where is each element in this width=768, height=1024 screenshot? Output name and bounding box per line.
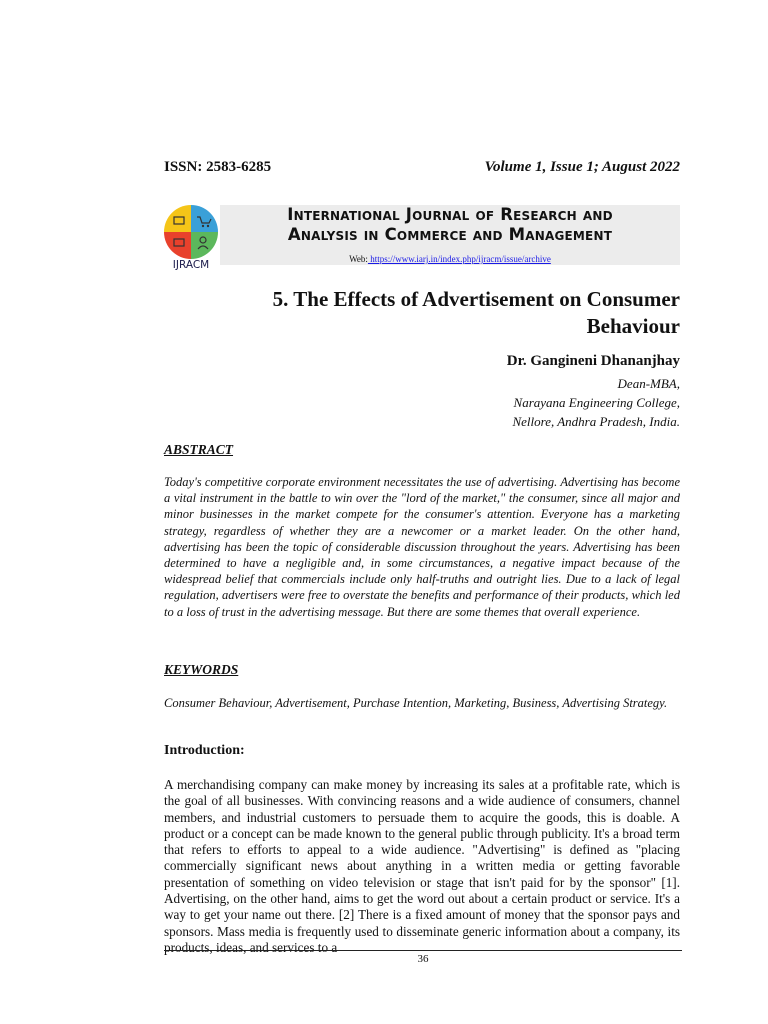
paper-title: 5. The Effects of Advertisement on Consumer Behaviour xyxy=(272,287,680,338)
author-affiliation xyxy=(512,374,680,431)
logo-text: IJRACM xyxy=(172,259,210,270)
journal-title xyxy=(234,205,666,245)
page-number: 36 xyxy=(417,953,429,965)
affiliation-line-3: Nellore, Andhra Pradesh, India. xyxy=(512,414,680,429)
abstract-heading: ABSTRACT xyxy=(164,442,234,457)
journal-logo-icon xyxy=(163,204,219,270)
journal-web xyxy=(220,254,680,264)
affiliation-line-2: Narayana Engineering College, xyxy=(513,395,680,410)
keywords-heading: KEYWORDS xyxy=(164,662,239,677)
keywords-text: Consumer Behaviour, Advertisement, Purchase Intention, Marketing, Business, Advertising Strategy. xyxy=(164,696,668,710)
introduction-text: A merchandising company can make money by increasing its sales at a profitable rate, which is the goal of all businesses. With convincing reasons and a wide audience of consumers, channel members, and industrial customers to persuade them to acquire the goods, this is doable. A product or a concept can be made known to the general public through publicity. It's a broad term that refers to efforts to appeal to a wide audience. "Advertising" is defined as "placing commercially significant news about anything in a written media or getting favorable presentation of something on video television or stage that isn't paid for by the sponsor" [1]. Advertising, on the other hand, aims to get the word out about a certain product or service. It's a way to get your name out there. [2] There is a fixed amount of money that the sponsor pays and sponsors. Mass media is frequently used to disseminate generic information about a company, its products, ideas, and services to a xyxy=(164,777,680,955)
author-name: Dr. Gangineni Dhananjhay xyxy=(506,353,680,369)
journal-title-line-1: International Journal of Research and xyxy=(287,205,613,224)
volume-issue-date: Volume 1, Issue 1; August 2022 xyxy=(484,159,680,175)
affiliation-line-1: Dean-MBA, xyxy=(617,376,680,391)
journal-logo xyxy=(163,204,219,270)
web-link[interactable]: https://www.iarj.in/index.php/ijracm/issue/archive xyxy=(367,254,551,264)
issn: ISSN: 2583-6285 xyxy=(164,159,272,175)
abstract-text: Today's competitive corporate environment necessitates the use of advertising. Advertising has become a vital instrument in the battle to win over the "lord of the market," the consumer, since all major and minor businesses in the market compete for the consumer's attention. Everyone has a marketing strategy, regardless of whether they are a newcomer or a market leader. On the other hand, advertising has been the topic of considerable discussion throughout the years. Advertising has been determined to have a negligible and, in some circumstances, a negative impact because of the widespread belief that commercials include only half-truths and outright lies. Due to a lack of legal regulation, advertisers were free to overstate the benefits and performance of their products, which led to a loss of trust in the advertising message. But there are some themes that overall experience. xyxy=(164,475,680,619)
introduction-heading: Introduction: xyxy=(164,743,245,758)
web-label: Web: xyxy=(349,254,368,264)
footer-divider xyxy=(164,950,682,951)
journal-title-line-2: Analysis in Commerce and Management xyxy=(287,225,613,244)
